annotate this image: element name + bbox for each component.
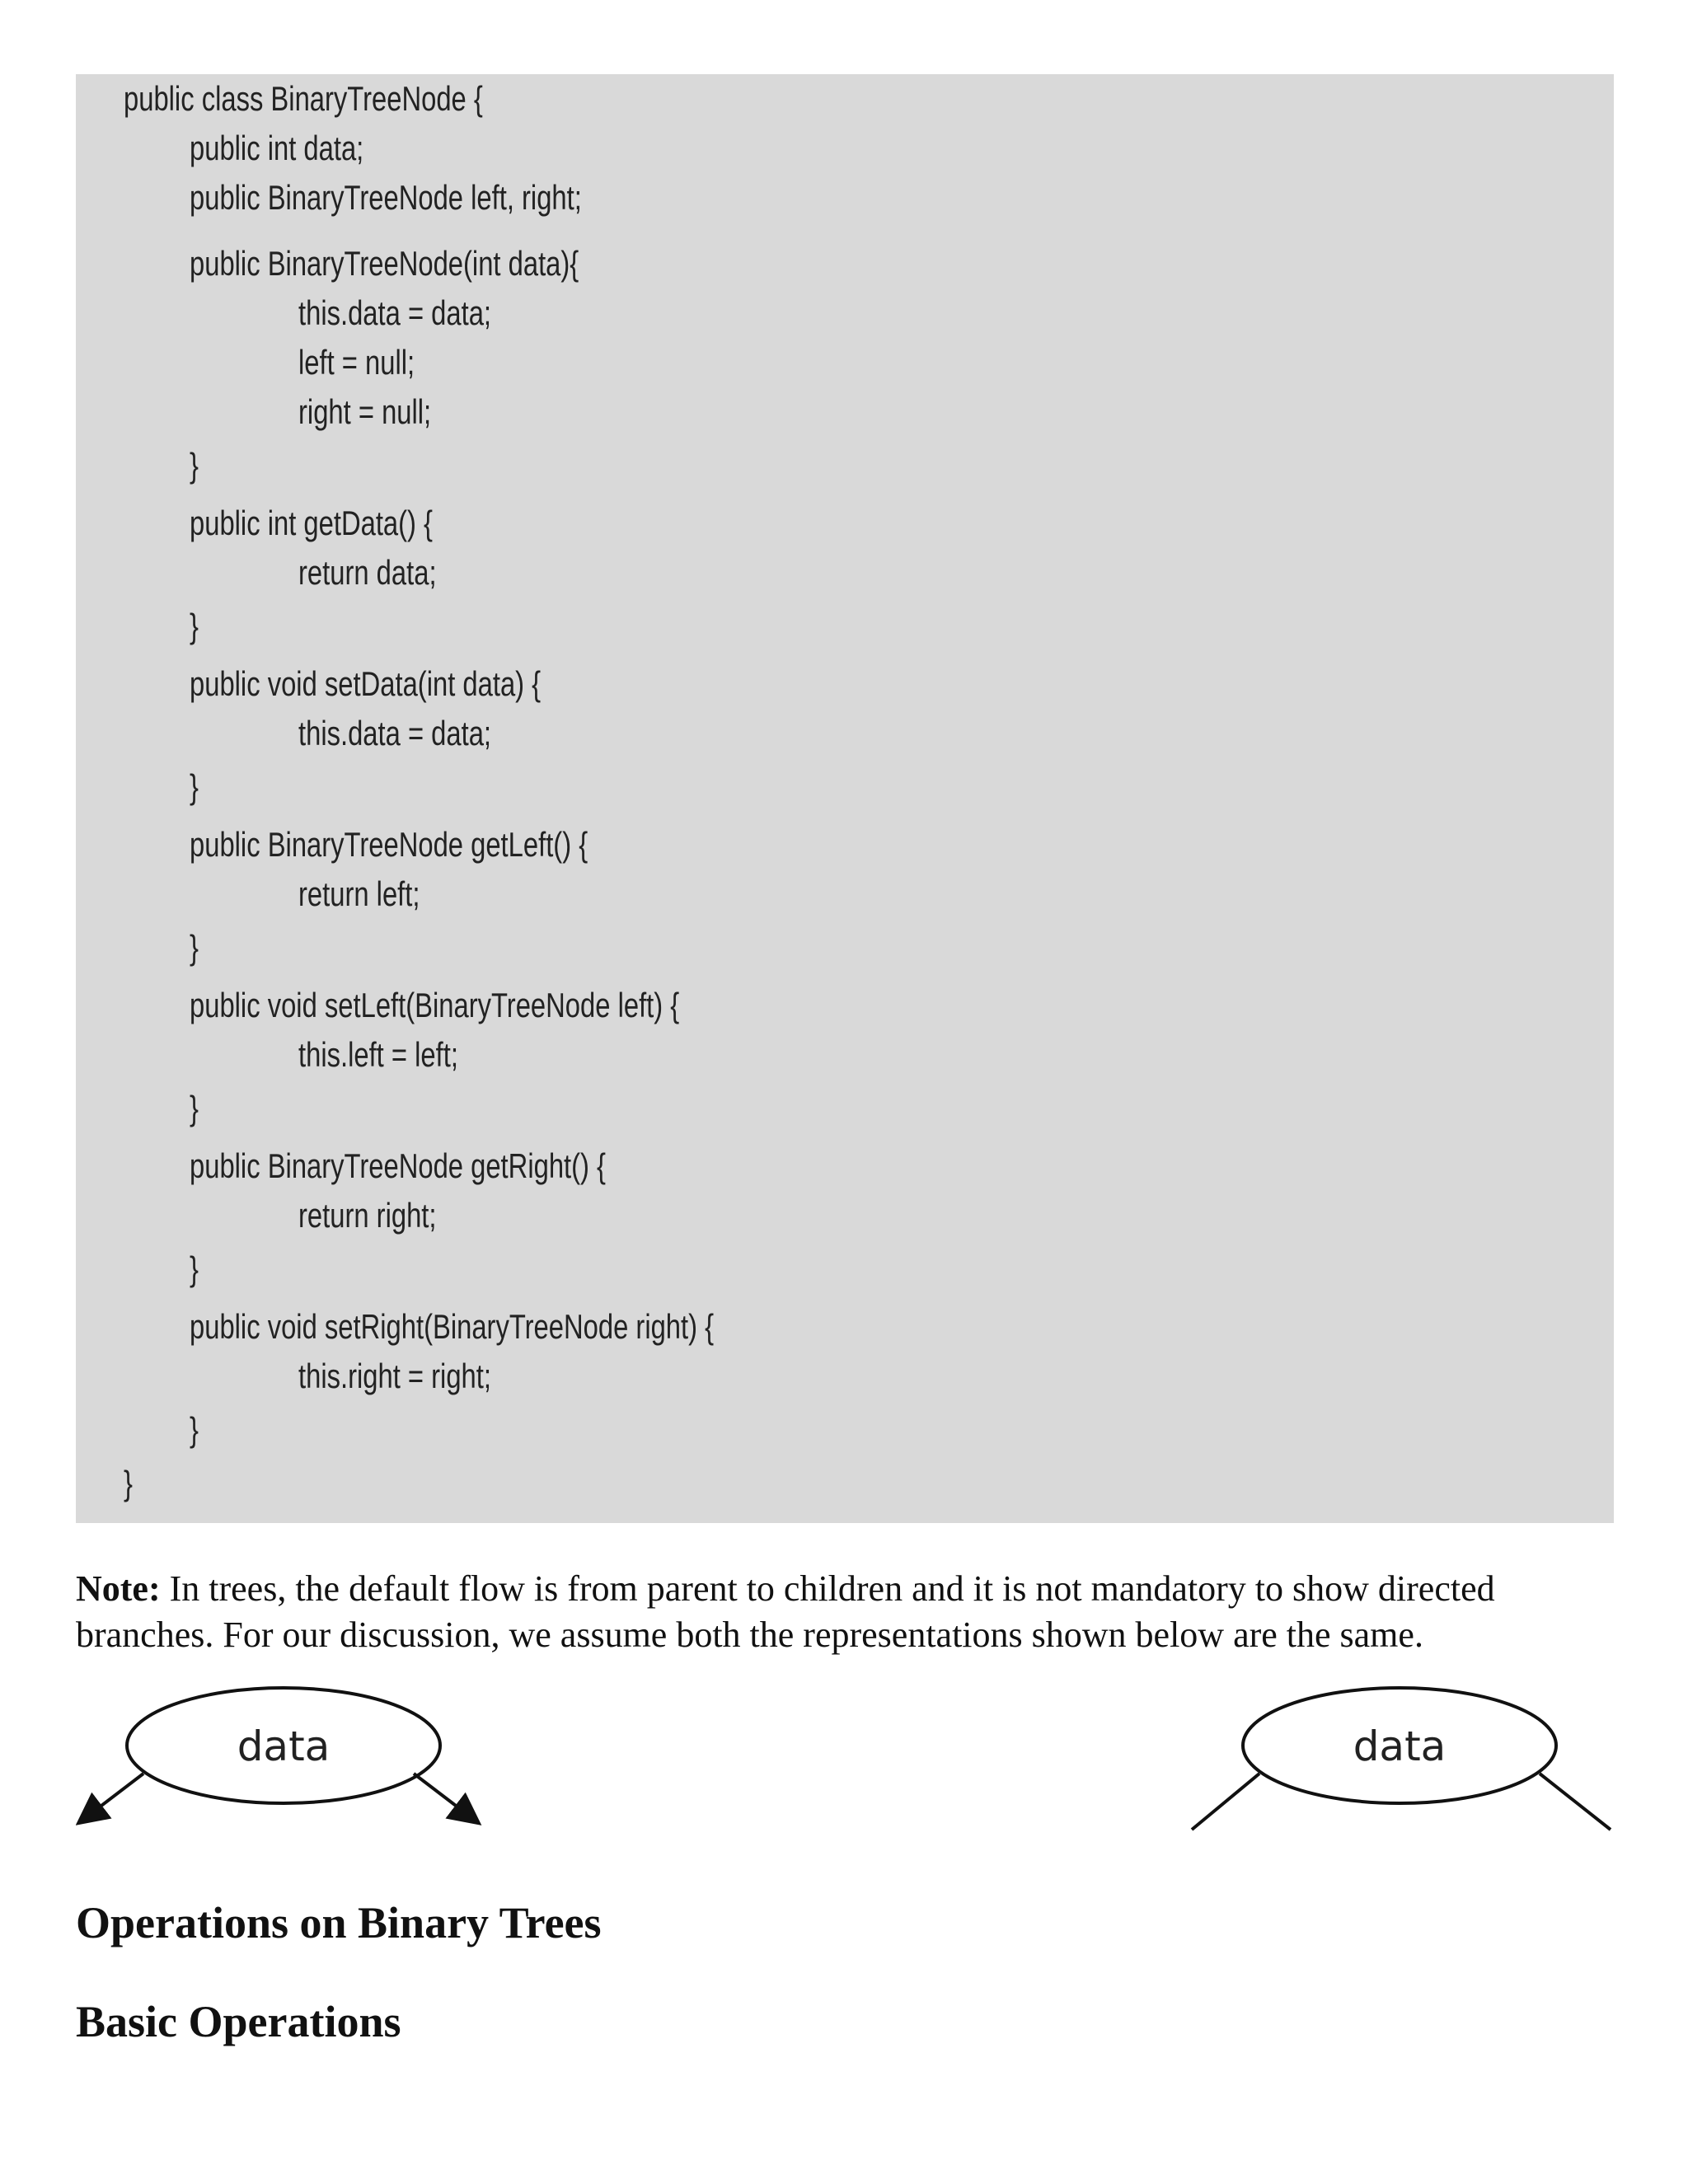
code-line: } [190, 1249, 199, 1288]
code-line: } [190, 607, 199, 645]
code-line: this.data = data; [298, 714, 492, 752]
left-branch-arrow [81, 1774, 143, 1821]
code-line: public BinaryTreeNode(int data){ [190, 244, 579, 283]
code-line: public int getData() { [190, 504, 434, 542]
code-line: this.data = data; [298, 293, 492, 332]
code-line: return right; [298, 1196, 437, 1235]
code-line: return data; [298, 553, 437, 592]
node-label: data [1353, 1722, 1447, 1770]
code-line: this.right = right; [298, 1357, 491, 1395]
code-line: } [190, 446, 199, 485]
code-line: left = null; [298, 343, 415, 382]
code-line: return left; [298, 874, 420, 913]
code-line: } [190, 1410, 199, 1449]
basic-operations-heading: Basic Operations [76, 1997, 401, 2046]
code-line: public class BinaryTreeNode { [124, 79, 483, 118]
code-line: right = null; [298, 392, 432, 431]
left-branch-line [1192, 1774, 1259, 1830]
code-line: public int data; [190, 129, 364, 167]
undirected-node-diagram [1187, 1681, 1615, 1846]
code-block [76, 74, 1614, 1523]
code-line: } [190, 928, 199, 967]
right-branch-line [1540, 1774, 1611, 1830]
note-paragraph [76, 1566, 1617, 1658]
code-line: public void setData(int data) { [190, 664, 542, 703]
directed-node-diagram [76, 1681, 504, 1846]
code-line: public void setRight(BinaryTreeNode right) { [190, 1307, 715, 1346]
operations-heading: Operations on Binary Trees [76, 1898, 602, 1947]
code-line: public BinaryTreeNode getLeft() { [190, 825, 588, 864]
code-line: public BinaryTreeNode left, right; [190, 178, 582, 217]
note-label: Note: [76, 1568, 161, 1609]
note-text: In trees, the default flow is from parent to children and it is not mandatory to show directed branches. For our discussion, we assume both the representations shown below are the same. [76, 1568, 1495, 1655]
code-line: this.left = left; [298, 1035, 458, 1074]
code-line: } [190, 1089, 199, 1127]
node-label: data [237, 1722, 331, 1770]
right-branch-arrow [414, 1774, 476, 1821]
code-line: public void setLeft(BinaryTreeNode left) { [190, 986, 680, 1024]
code-line: } [124, 1464, 133, 1502]
code-line: public BinaryTreeNode getRight() { [190, 1146, 607, 1185]
code-line: } [190, 767, 199, 806]
